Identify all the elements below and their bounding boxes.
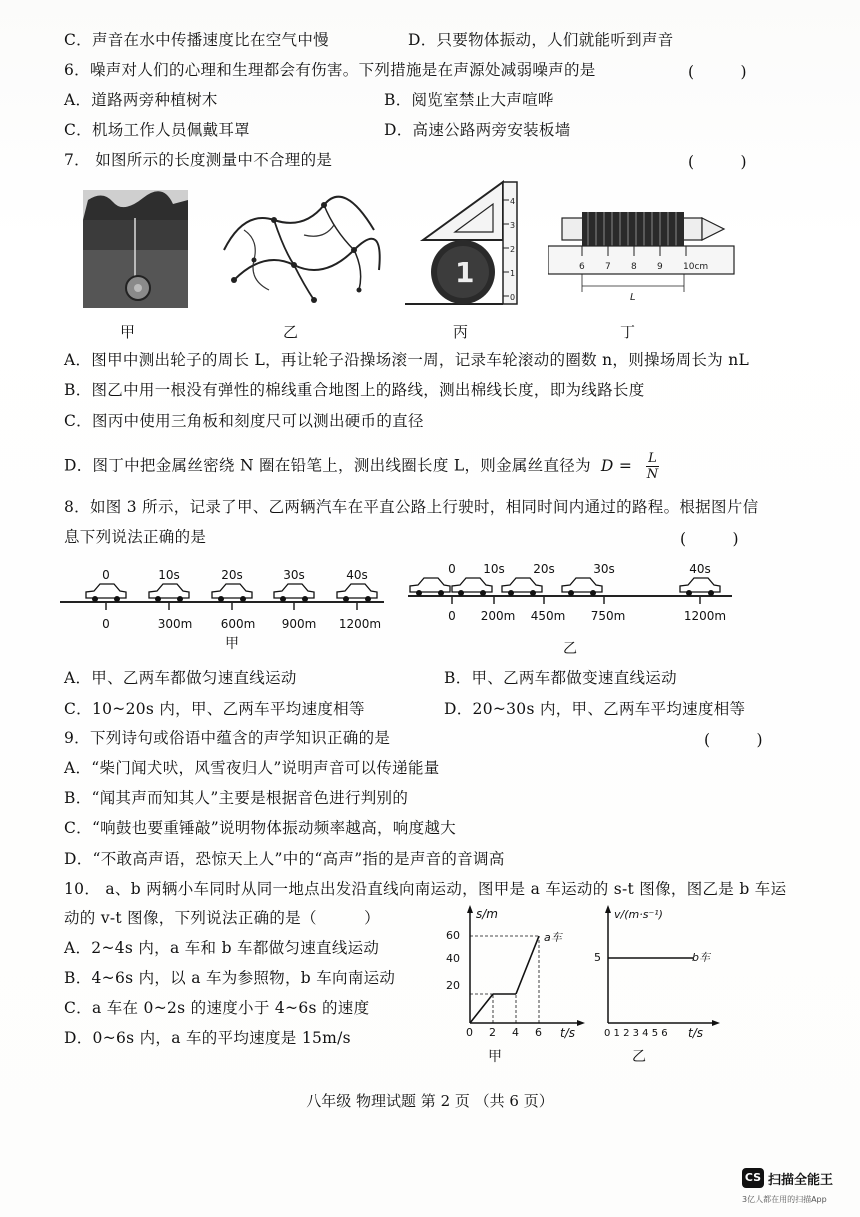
graph-yi-ytick-5: 5	[594, 951, 601, 964]
q10-graph-yi-vt	[590, 905, 730, 1065]
jia-dist-300m: 300m	[157, 617, 193, 631]
q7-option-d	[64, 451, 659, 482]
yi-time-0: 0	[448, 562, 456, 576]
graph-jia-ylabel: s/m	[476, 907, 498, 921]
q5-option-c: C．声音在水中传播速度比在空气中慢	[64, 31, 329, 49]
yi-dist-1200m: 1200m	[683, 609, 727, 623]
ruler-label-8: 8	[631, 262, 637, 272]
q7-option-d-text: D．图丁中把金属丝密绕 N 圈在铅笔上，测出线圈长度 L，则金属丝直径为	[64, 456, 591, 475]
ruler-label-6: 6	[579, 262, 585, 272]
q9-option-b: B．“闻其声而知其人”主要是根据音色进行判别的	[64, 789, 409, 807]
q6-option-a: A．道路两旁种植树木	[64, 91, 218, 109]
q9-option-c: C．“响鼓也要重锤敲”说明物体振动频率越高，响度越大	[64, 819, 457, 837]
car-wheel-icon	[92, 596, 98, 602]
car-wheel-icon	[508, 590, 514, 596]
figure-yi-map	[214, 190, 384, 310]
car-icon	[212, 584, 252, 598]
jia-time-30s: 30s	[283, 568, 305, 582]
graph-jia-ytick-40: 40	[446, 952, 460, 965]
q10-option-b: B．4~6s 内，以 a 车为参照物，b 车向南运动	[64, 969, 396, 987]
q7-option-c: C．图丙中使用三角板和刻度尺可以测出硬币的直径	[64, 412, 424, 430]
car-icon	[502, 578, 542, 592]
graph-jia-ytick-60: 60	[446, 929, 460, 942]
graph-jia-xtick-4: 4	[512, 1026, 519, 1039]
tri-tick-2: 2	[510, 245, 516, 254]
car-wheel-icon	[416, 590, 422, 596]
q10-stem-line1: 10． a、b 两辆小车同时从同一地点出发沿直线向南运动，图甲是 a 车运动的 s-t 图像，图乙是 b 车运	[64, 880, 787, 898]
q9-stem: 9．下列诗句或俗语中蕴含的声学知识正确的是	[64, 729, 391, 747]
car-wheel-icon	[530, 590, 536, 596]
graph-jia-xtick-0: 0	[466, 1026, 473, 1039]
ruler-label-10cm: 10cm	[683, 262, 709, 272]
tri-tick-3: 3	[510, 221, 516, 230]
q7-option-a: A．图甲中测出轮子的周长 L，再让轮子沿操场滚一周，记录车轮滚动的圈数 n，则操场周长为 nL	[64, 351, 750, 369]
q6-answer-paren: ( )	[688, 63, 747, 81]
figure-jia-wheel-photo	[83, 190, 188, 308]
q5-option-d: D．只要物体振动，人们就能听到声音	[408, 31, 674, 49]
car-wheel-icon	[343, 596, 349, 602]
car-wheel-icon	[218, 596, 224, 602]
q10-option-c: C．a 车在 0~2s 的速度小于 4~6s 的速度	[64, 999, 370, 1017]
car-wheel-icon	[708, 590, 714, 596]
car-wheel-icon	[240, 596, 246, 602]
q7-caption-yi: 乙	[283, 323, 299, 341]
car-icon	[562, 578, 602, 592]
svg-text:1: 1	[455, 256, 475, 289]
q9-answer-paren: ( )	[704, 731, 763, 749]
formula-denominator: N	[646, 467, 659, 482]
graph-jia-xtick-6: 6	[535, 1026, 542, 1039]
yi-time-40s: 40s	[689, 562, 711, 576]
car-icon	[337, 584, 377, 598]
car-wheel-icon	[114, 596, 120, 602]
car-wheel-icon	[458, 590, 464, 596]
graph-jia-marks	[470, 936, 539, 1023]
q7-answer-paren: ( )	[688, 153, 747, 171]
graph-yi-ylabel: v/(m·s⁻¹)	[614, 908, 663, 921]
jia-dist-600m: 600m	[220, 617, 256, 631]
jia-time-40s: 40s	[346, 568, 368, 582]
page-footer: 八年级 物理试题 第 2 页 （共 6 页）	[306, 1092, 554, 1110]
car-wheel-icon	[438, 590, 444, 596]
car-wheel-icon	[590, 590, 596, 596]
q8-caption-yi: 乙	[563, 641, 577, 656]
car-icon	[452, 578, 492, 592]
q7-option-b: B．图乙中用一根没有弹性的棉线重合地图上的路线，测出棉线长度，即为线路长度	[64, 381, 645, 399]
ruler-L-label: L	[630, 292, 636, 303]
ruler-label-7: 7	[605, 262, 611, 272]
jia-time-20s: 20s	[221, 568, 243, 582]
yi-time-10s: 10s	[483, 562, 505, 576]
car-wheel-icon	[280, 596, 286, 602]
car-wheel-icon	[568, 590, 574, 596]
ruler-label-9: 9	[657, 262, 663, 272]
car-wheel-icon	[155, 596, 161, 602]
car-icon	[410, 578, 450, 592]
q6-option-d: D．高速公路两旁安装板墙	[384, 121, 571, 139]
q8-figure-jia	[60, 560, 390, 650]
q6-option-b: B．阅览室禁止大声喧哗	[384, 91, 554, 109]
q6-stem: 6．噪声对人们的心理和生理都会有伤害。下列措施是在声源处减弱噪声的是	[64, 61, 596, 79]
yi-dist-750m: 750m	[590, 609, 626, 623]
jia-time-10s: 10s	[158, 568, 180, 582]
q7-caption-jia: 甲	[120, 323, 136, 341]
q8-option-a: A．甲、乙两车都做匀速直线运动	[64, 669, 297, 687]
q8-option-b: B．甲、乙两车都做变速直线运动	[444, 669, 677, 687]
q8-caption-jia: 甲	[225, 636, 239, 650]
car-group-jia	[86, 584, 377, 602]
graph-jia-series-segment	[470, 994, 493, 1023]
car-wheel-icon	[480, 590, 486, 596]
formula-numerator: L	[648, 451, 658, 466]
yi-time-20s: 20s	[533, 562, 555, 576]
formula-lhs: D =	[600, 456, 633, 475]
car-wheel-icon	[177, 596, 183, 602]
q10-option-d: D．0~6s 内，a 车的平均速度是 15m/s	[64, 1029, 351, 1047]
q8-figure-yi	[408, 560, 738, 656]
q7-caption-ding: 丁	[620, 323, 636, 341]
q7-stem: 7． 如图所示的长度测量中不合理的是	[64, 151, 333, 169]
q10-stem-line2: 动的 v-t 图像，下列说法正确的是（ ）	[64, 909, 380, 927]
graph-jia-xlabel: t/s	[560, 1026, 575, 1040]
camscanner-name: 扫描全能王	[768, 1173, 834, 1188]
yi-dist-200m: 200m	[480, 609, 516, 623]
graph-yi-caption: 乙	[632, 1049, 646, 1065]
q7-caption-bing: 丙	[453, 323, 469, 341]
q9-option-d: D．“不敢高声语，恐惊天上人”中的“高声”指的是声音的音调高	[64, 850, 505, 868]
q9-option-a: A．“柴门闻犬吠，风雪夜归人”说明声音可以传递能量	[64, 759, 440, 777]
figure-ding-coil-ruler	[548, 200, 738, 312]
q8-option-c: C．10~20s 内，甲、乙两车平均速度相等	[64, 700, 365, 718]
jia-dist-0: 0	[102, 617, 110, 631]
graph-yi-xticks: 0 1 2 3 4 5 6	[604, 1028, 668, 1039]
graph-yi-line-label: b车	[692, 951, 710, 964]
graph-jia-series-segment	[516, 936, 539, 994]
car-icon	[274, 584, 314, 598]
graph-yi-xlabel: t/s	[688, 1026, 703, 1040]
q6-option-c: C．机场工作人员佩戴耳罩	[64, 121, 250, 139]
car-wheel-icon	[365, 596, 371, 602]
jia-dist-1200m: 1200m	[338, 617, 382, 631]
camscanner-logo-icon: CS	[742, 1168, 764, 1188]
tri-tick-4: 4	[510, 197, 516, 206]
q8-stem-line1: 8．如图 3 所示，记录了甲、乙两辆汽车在平直公路上行驶时，相同时间内通过的路程。根据图片信	[64, 498, 759, 516]
q10-graph-jia-st	[440, 905, 590, 1065]
q10-option-a: A．2~4s 内，a 车和 b 车都做匀速直线运动	[64, 939, 380, 957]
q8-option-d: D．20~30s 内，甲、乙两车平均速度相等	[444, 700, 746, 718]
formula-fraction	[646, 451, 659, 482]
graph-jia-ytick-20: 20	[446, 979, 460, 992]
graph-jia-caption: 甲	[488, 1049, 502, 1065]
jia-dist-900m: 900m	[281, 617, 317, 631]
graph-jia-line-label: a车	[544, 931, 562, 944]
tri-tick-0: 0	[510, 293, 516, 302]
car-icon	[680, 578, 720, 592]
car-group-yi	[410, 578, 720, 596]
camscanner-tagline: 3亿人都在用的扫描App	[742, 1195, 827, 1204]
car-icon	[149, 584, 189, 598]
jia-time-0: 0	[102, 568, 110, 582]
figure-bing-triangle-coin	[405, 180, 525, 308]
q8-answer-paren: ( )	[680, 530, 739, 548]
yi-time-30s: 30s	[593, 562, 615, 576]
car-icon	[86, 584, 126, 598]
q8-stem-line2: 息下列说法正确的是	[64, 528, 207, 546]
car-wheel-icon	[302, 596, 308, 602]
yi-dist-0: 0	[448, 609, 456, 623]
graph-jia-xtick-2: 2	[489, 1026, 496, 1039]
yi-dist-450m: 450m	[530, 609, 566, 623]
car-wheel-icon	[686, 590, 692, 596]
tri-tick-1: 1	[510, 269, 516, 278]
